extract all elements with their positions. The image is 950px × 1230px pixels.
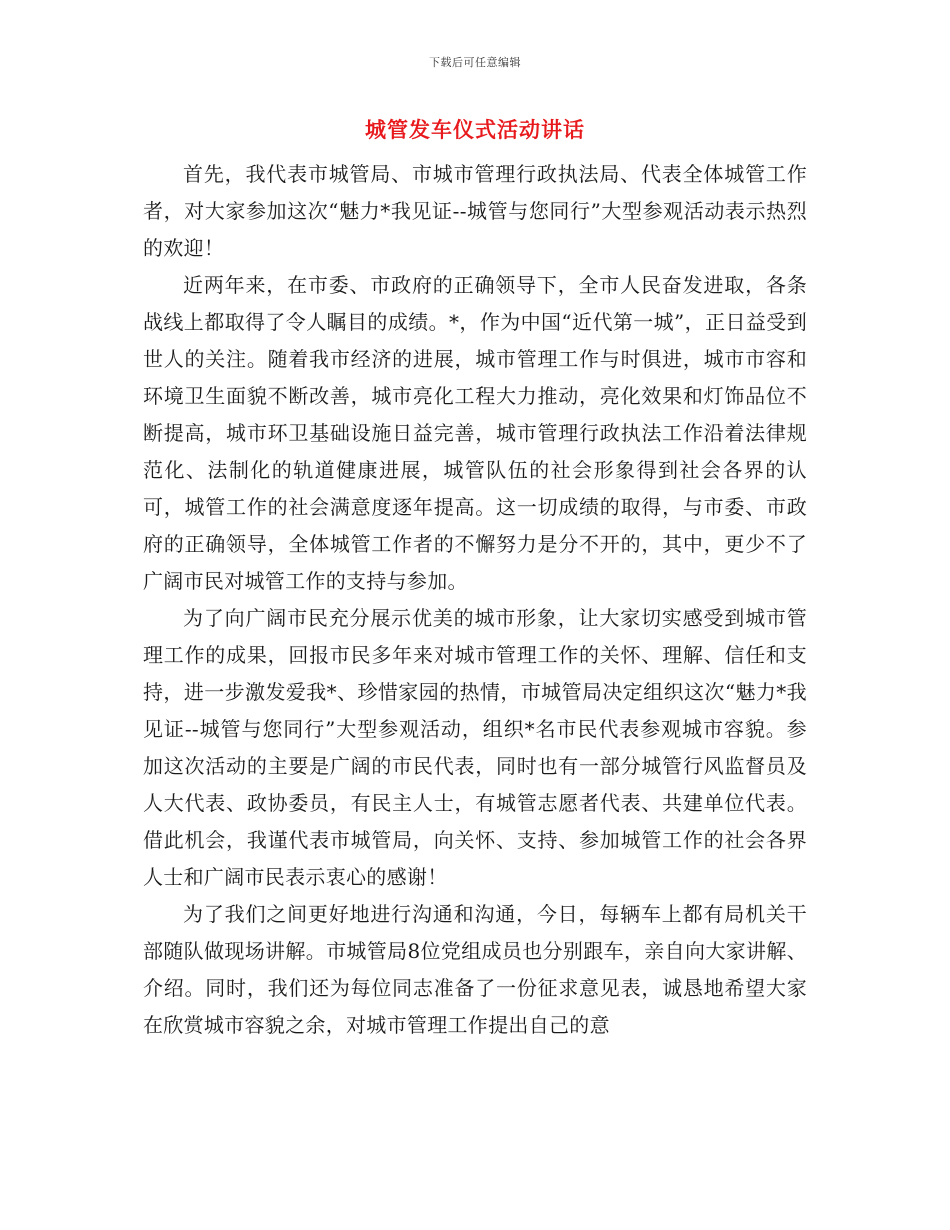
- header-note: 下载后可任意编辑: [429, 56, 521, 69]
- paragraph: 为了向广阔市民充分展示优美的城市形象，让大家切实感受到城市管理工作的成果，回报市民多年来对城市管理工作的关怀、理解、信任和支持，进一步激发爱我*、珍惜家园的热情，市城管局决定组织这次“魅力*我见证--城管与您同行”大型参观活动，组织*名市民代表参观城市容貌。参加这次活动的主要是广阔的市民代表，同时也有一部分城管行风监督员及人大代表、政协委员，有民主人士，有城管志愿者代表、共建单位代表。借此机会，我谨代表市城管局，向关怀、支持、参加城管工作的社会各界人士和广阔市民表示衷心的感谢！: [143, 606, 807, 889]
- document-title: 城管发车仪式活动讲话: [365, 117, 585, 142]
- paragraph: 首先，我代表市城管局、市城市管理行政执法局、代表全体城管工作者，对大家参加这次“魅力*我见证--城管与您同行”大型参观活动表示热烈的欢迎！: [143, 162, 807, 260]
- document-body: [143, 156, 807, 1044]
- paragraph: 近两年来，在市委、市政府的正确领导下，全市人民奋发进取，各条战线上都取得了令人瞩目的成绩。*，作为中国“近代第一城”，正日益受到世人的关注。随着我市经济的进展，城市管理工作与时俱进，城市市容和环境卫生面貌不断改善，城市亮化工程大力推动，亮化效果和灯饰品位不断提高，城市环卫基础设施日益完善，城市管理行政执法工作沿着法律规范化、法制化的轨道健康进展，城管队伍的社会形象得到社会各界的认可，城管工作的社会满意度逐年提高。这一切成绩的取得，与市委、市政府的正确领导，全体城管工作者的不懈努力是分不开的，其中，更少不了广阔市民对城管工作的支持与参加。: [143, 273, 807, 593]
- paragraph: 为了我们之间更好地进行沟通和沟通，今日，每辆车上都有局机关干部随队做现场讲解。市城管局8位党组成员也分别跟车，亲自向大家讲解、介绍。同时，我们还为每位同志准备了一份征求意见表，诚恳地希望大家在欣赏城市容貌之余，对城市管理工作提出自己的意: [143, 902, 807, 1037]
